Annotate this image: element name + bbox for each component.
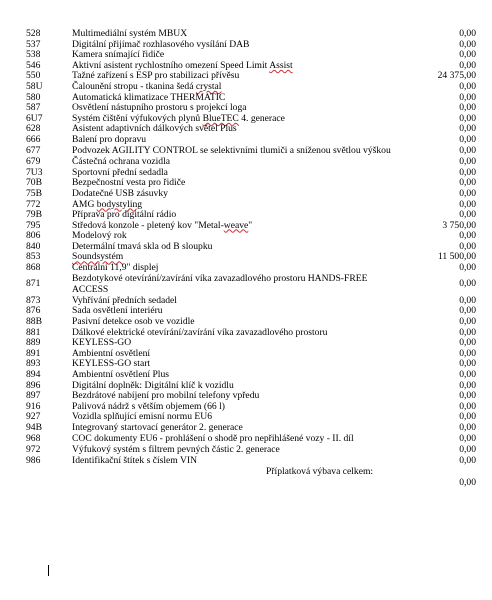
option-description: Tažné zařízení s ESP pro stabilizaci přívěsu [72, 70, 240, 82]
option-price: 0,00 [459, 379, 476, 391]
option-description: Částečná ochrana vozidla [72, 156, 171, 168]
option-price: 0,00 [459, 123, 476, 135]
option-price: 0,00 [459, 390, 476, 402]
option-price: 0,00 [459, 59, 476, 71]
table-row [26, 456, 476, 467]
option-code: 628 [26, 123, 41, 135]
option-price: 0,00 [459, 145, 476, 157]
table-row [26, 29, 476, 40]
option-code: 79B [26, 209, 42, 221]
option-description: Determální tmavá skla od B sloupku [72, 240, 213, 252]
option-description: AMG bodystyling [72, 198, 143, 210]
option-code: 537 [26, 38, 41, 50]
option-description: Digitální přijímač rozhlasového vysílání DAB [72, 38, 250, 50]
option-description: KEYLESS-GO [72, 337, 132, 349]
equipment-table [26, 29, 476, 466]
option-code: 889 [26, 337, 41, 349]
table-row [26, 274, 476, 296]
option-description: Dálkové elektrické otevírání/zavírání víka zavazadlového prostoru [72, 326, 328, 338]
table-row [26, 189, 476, 200]
option-price: 0,00 [459, 444, 476, 456]
option-description: Osvětlení nástupního prostoru s projekcí loga [72, 102, 247, 114]
option-price: 0,00 [459, 230, 476, 242]
option-price: 11 500,00 [437, 251, 476, 263]
option-price: 0,00 [459, 262, 476, 274]
option-price: 0,00 [459, 166, 476, 178]
option-code: 546 [26, 59, 41, 71]
option-description: Identifikační štítek s číslem VIN [72, 454, 198, 466]
option-price: 0,00 [459, 400, 476, 412]
option-code: 968 [26, 433, 41, 445]
table-row [26, 423, 476, 434]
option-code: 58U [26, 80, 43, 92]
option-price: 3 750,00 [442, 219, 476, 231]
option-price: 0,00 [459, 358, 476, 370]
spellcheck-flag: BlueTEC [202, 112, 239, 124]
option-description: Pasivní detekce osob ve vozidle [72, 316, 195, 328]
option-code: 7U3 [26, 166, 43, 178]
option-code: 927 [26, 411, 41, 423]
option-description: Modelový rok [72, 230, 127, 242]
option-code: 853 [26, 251, 41, 263]
option-description: Čalounění stropu - tkanina šedá crystal [72, 80, 222, 92]
option-description: Automatická klimatizace THERMATIC [72, 91, 226, 103]
option-price: 0,00 [459, 198, 476, 210]
option-description: Sada osvětlení interiéru [72, 305, 163, 317]
table-row [26, 263, 476, 274]
option-price: 0,00 [459, 187, 476, 199]
spellcheck-flag: weave [223, 219, 249, 231]
option-description: Ambientní osvětlení [72, 347, 151, 359]
summary-label: Příplatková výbava celkem: [266, 466, 374, 478]
option-price: 0,00 [459, 369, 476, 380]
option-description: Bezdotykové otevírání/zavírání víka zavazadlového prostoru HANDS-FREE ACCESS [72, 273, 368, 295]
option-price: 0,00 [459, 102, 476, 114]
spellcheck-flag: Assist [269, 59, 293, 71]
option-price: 0,00 [459, 112, 476, 124]
option-code: 587 [26, 102, 41, 114]
option-code: 94B [26, 421, 42, 433]
option-code: 896 [26, 379, 41, 391]
option-price: 0,00 [459, 156, 476, 168]
option-code: 893 [26, 358, 41, 370]
option-code: 550 [26, 70, 41, 82]
option-code: 894 [26, 369, 41, 380]
option-code: 70B [26, 177, 42, 189]
option-description: COC dokumenty EU6 - prohlášení o shodě pro nepřihlášené vozy - II. díl [72, 433, 354, 445]
option-code: 897 [26, 390, 41, 402]
option-code: 873 [26, 294, 41, 306]
summary-value: 0,00 [459, 477, 476, 489]
option-description: Vyhřívání předních sedadel [72, 294, 177, 306]
option-code: 871 [26, 278, 41, 290]
option-price: 0,00 [459, 49, 476, 61]
option-code: 538 [26, 49, 41, 61]
option-description: Systém čištění výfukových plynů BlueTEC 4. generace [72, 112, 285, 124]
text-cursor [48, 565, 49, 576]
spellcheck-flag: bodystyling [96, 198, 143, 210]
option-price: 24 375,00 [437, 70, 476, 82]
spellcheck-flag: Soundsystém [72, 251, 124, 263]
option-code: 916 [26, 400, 41, 412]
option-description: Integrovaný startovací generátor 2. generace [72, 421, 243, 433]
option-description: Bezpečnostní vesta pro řidiče [72, 177, 186, 189]
option-price: 0,00 [459, 326, 476, 338]
option-description: KEYLESS-GO start [72, 358, 151, 370]
option-code: 6U7 [26, 112, 43, 124]
option-price: 0,00 [459, 433, 476, 445]
option-code: 528 [26, 28, 41, 39]
option-description: Výfukový systém s filtrem pevných částic 2. generace [72, 444, 280, 456]
option-price: 0,00 [459, 454, 476, 466]
option-code: 88B [26, 316, 42, 328]
option-price: 0,00 [459, 316, 476, 328]
option-code: 75B [26, 187, 42, 199]
option-price: 0,00 [459, 240, 476, 252]
option-price: 0,00 [459, 133, 476, 145]
option-code: 772 [26, 198, 41, 210]
option-price: 0,00 [459, 38, 476, 50]
option-code: 868 [26, 262, 41, 274]
option-code: 679 [26, 156, 41, 168]
option-code: 986 [26, 454, 41, 466]
option-description: Multimediální systém MBUX [72, 28, 188, 39]
option-description: Bezdrátové nabíjení pro mobilní telefony vpředu [72, 390, 260, 402]
option-price: 0,00 [459, 177, 476, 189]
spellcheck-flag: crystal [195, 80, 222, 92]
document-page [0, 29, 492, 491]
option-price: 0,00 [459, 305, 476, 317]
option-description: Palivová nádrž s větším objemem (66 l) [72, 400, 225, 412]
option-code: 840 [26, 240, 41, 252]
table-row [26, 370, 476, 381]
option-description: Centrální 11,9" displej [72, 262, 159, 274]
option-description: Ambientní osvětlení Plus [72, 369, 170, 380]
summary-block [0, 467, 492, 491]
option-price: 0,00 [459, 347, 476, 359]
option-price: 0,00 [459, 337, 476, 349]
option-code: 891 [26, 347, 41, 359]
option-description: Vozidla splňující emisní normu EU6 [72, 411, 212, 423]
option-price: 0,00 [459, 294, 476, 306]
option-code: 881 [26, 326, 41, 338]
option-price: 0,00 [459, 91, 476, 103]
option-price: 0,00 [459, 278, 476, 290]
option-code: 677 [26, 145, 41, 157]
option-price: 0,00 [459, 209, 476, 221]
option-price: 0,00 [459, 411, 476, 423]
option-code: 795 [26, 219, 41, 231]
option-price: 0,00 [459, 421, 476, 433]
option-code: 666 [26, 133, 41, 145]
option-code: 580 [26, 91, 41, 103]
option-description: Středová konzole - pletený kov "Metal-weave" [72, 219, 253, 231]
option-description: Příprava pro digitální rádio [72, 209, 177, 221]
option-description: Digitální doplněk: Digitální klíč k vozidlu [72, 379, 234, 391]
option-description: Podvozek AGILITY CONTROL se selektivními tlumiči a sníženou světlou výškou [72, 145, 391, 157]
option-description: Aktivní asistent rychlostního omezení Speed Limit Assist [72, 59, 293, 71]
table-row [26, 82, 476, 93]
option-price: 0,00 [459, 28, 476, 39]
table-row [26, 135, 476, 146]
option-code: 806 [26, 230, 41, 242]
option-description: Balení pro dopravu [72, 133, 147, 145]
option-description: Dodatečné USB zásuvky [72, 187, 168, 199]
option-description: Sportovní přední sedadla [72, 166, 168, 178]
option-description: Kamera snímající řidiče [72, 49, 165, 61]
option-price: 0,00 [459, 80, 476, 92]
option-description: Asistent adaptivních dálkových světel Plus [72, 123, 237, 135]
option-code: 972 [26, 444, 41, 456]
option-code: 876 [26, 305, 41, 317]
